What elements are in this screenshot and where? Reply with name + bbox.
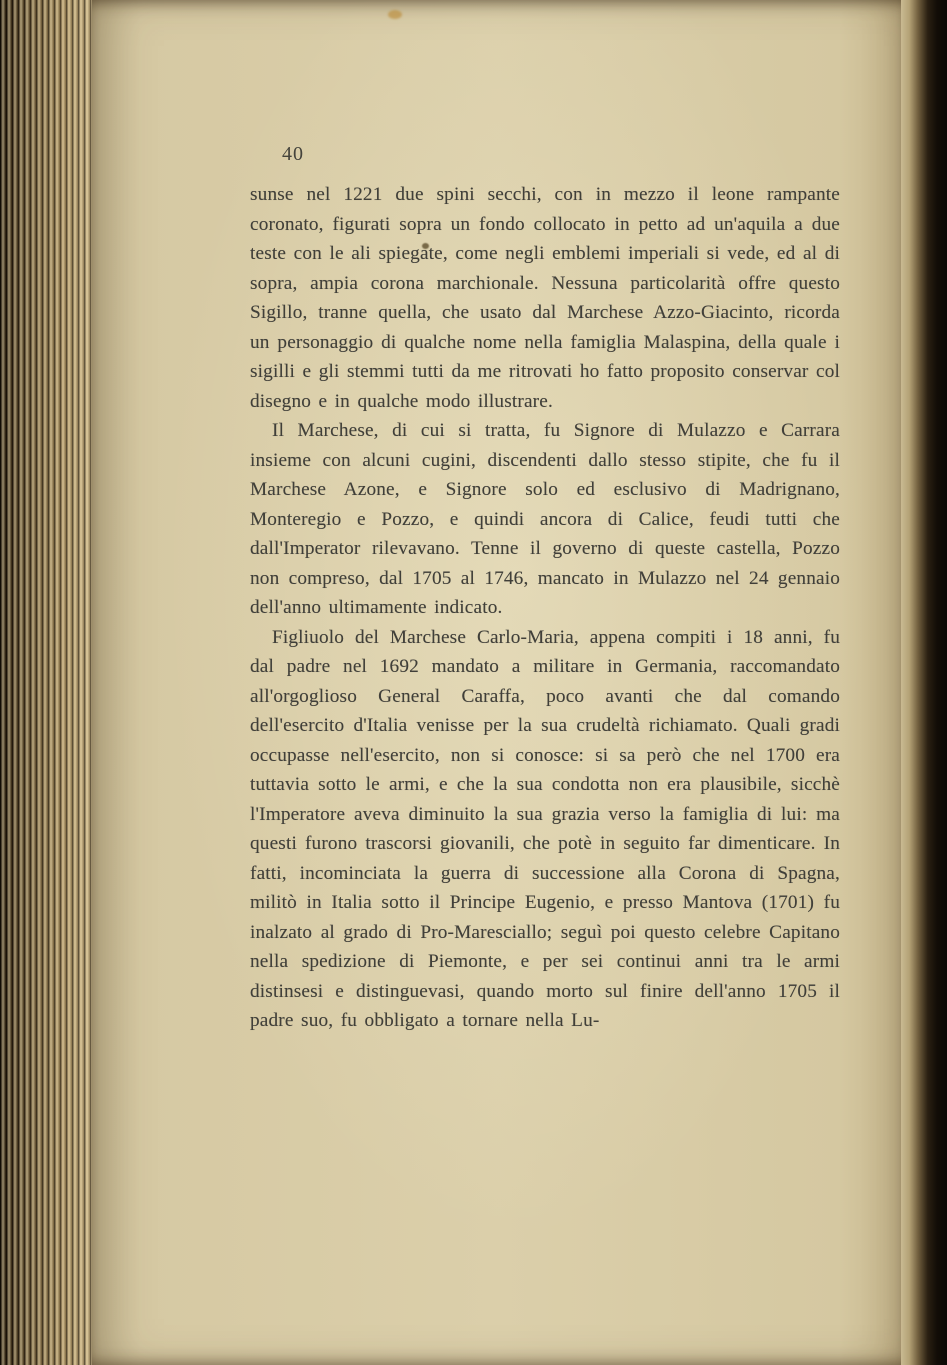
paper-stain bbox=[388, 10, 402, 19]
paragraph-continuation: sunse nel 1221 due spini secchi, con in mezzo il leone rampante coronato, figurati sopra un fondo collocato in petto ad un'aquila a due teste con le ali spiegate, come negli emblemi imperiali si vede, ed al di sopra, ampia corona marchionale. Nessuna particolarità offre questo Sigillo, tranne quella, che usato dal Marchese Azzo-Giacinto, ricorda un personaggio di qualche nome nella famiglia Malaspina, della quale i sigilli e gli stemmi tutti da me ritrovati ho fatto proposito conservar col disegno e in qualche modo illustrare. bbox=[250, 184, 840, 412]
page-stack-edge-right bbox=[901, 0, 947, 1365]
paragraph: Il Marchese, di cui si tratta, fu Signore di Mulazzo e Carrara insieme con alcuni cugini, discendenti dallo stesso stipite, che fu il Marchese Azone, e Signore solo ed esclusivo di Madrignano, Monteregio e Pozzo, e quindi ancora di Calice, feudi tutti che dall'Imperator rilevavano. Tenne il governo di queste castella, Pozzo non compreso, dal 1705 al 1746, mancato in Mulazzo nel 24 gennaio dell'anno ultimamente indicato. bbox=[250, 420, 840, 618]
page-number: 40 bbox=[282, 143, 304, 165]
page-text-block bbox=[250, 142, 840, 1036]
paragraph: Figliuolo del Marchese Carlo-Maria, appena compiti i 18 anni, fu dal padre nel 1692 mandato a militare in Germania, raccomandato all'orgoglioso General Caraffa, poco avanti che dal comando dell'esercito d'Italia venisse per la sua crudeltà richiamato. Quali gradi occupasse nell'esercito, non si conosce: si sa però che nel 1700 era tuttavia sotto le armi, e che la sua condotta non era plausibile, sicchè l'Imperatore aveva diminuito la sua grazia verso la famiglia di lui: ma questi furono trascorsi giovanili, che potè in seguito far dimenticare. In fatti, incominciata la guerra di successione alla Corona di Spagna, militò in Italia sotto il Principe Eugenio, e presso Mantova (1701) fu inalzato al grado di Pro-Maresciallo; seguì poi questo celebre Capitano nella spedizione di Piemonte, e per sei continui anni tra le armi distinsesi e distinguevasi, quando morto sul finire dell'anno 1705 il padre suo, fu obbligato a tornare nella Lu- bbox=[250, 626, 840, 1031]
page-stack-edge-left bbox=[0, 0, 94, 1365]
